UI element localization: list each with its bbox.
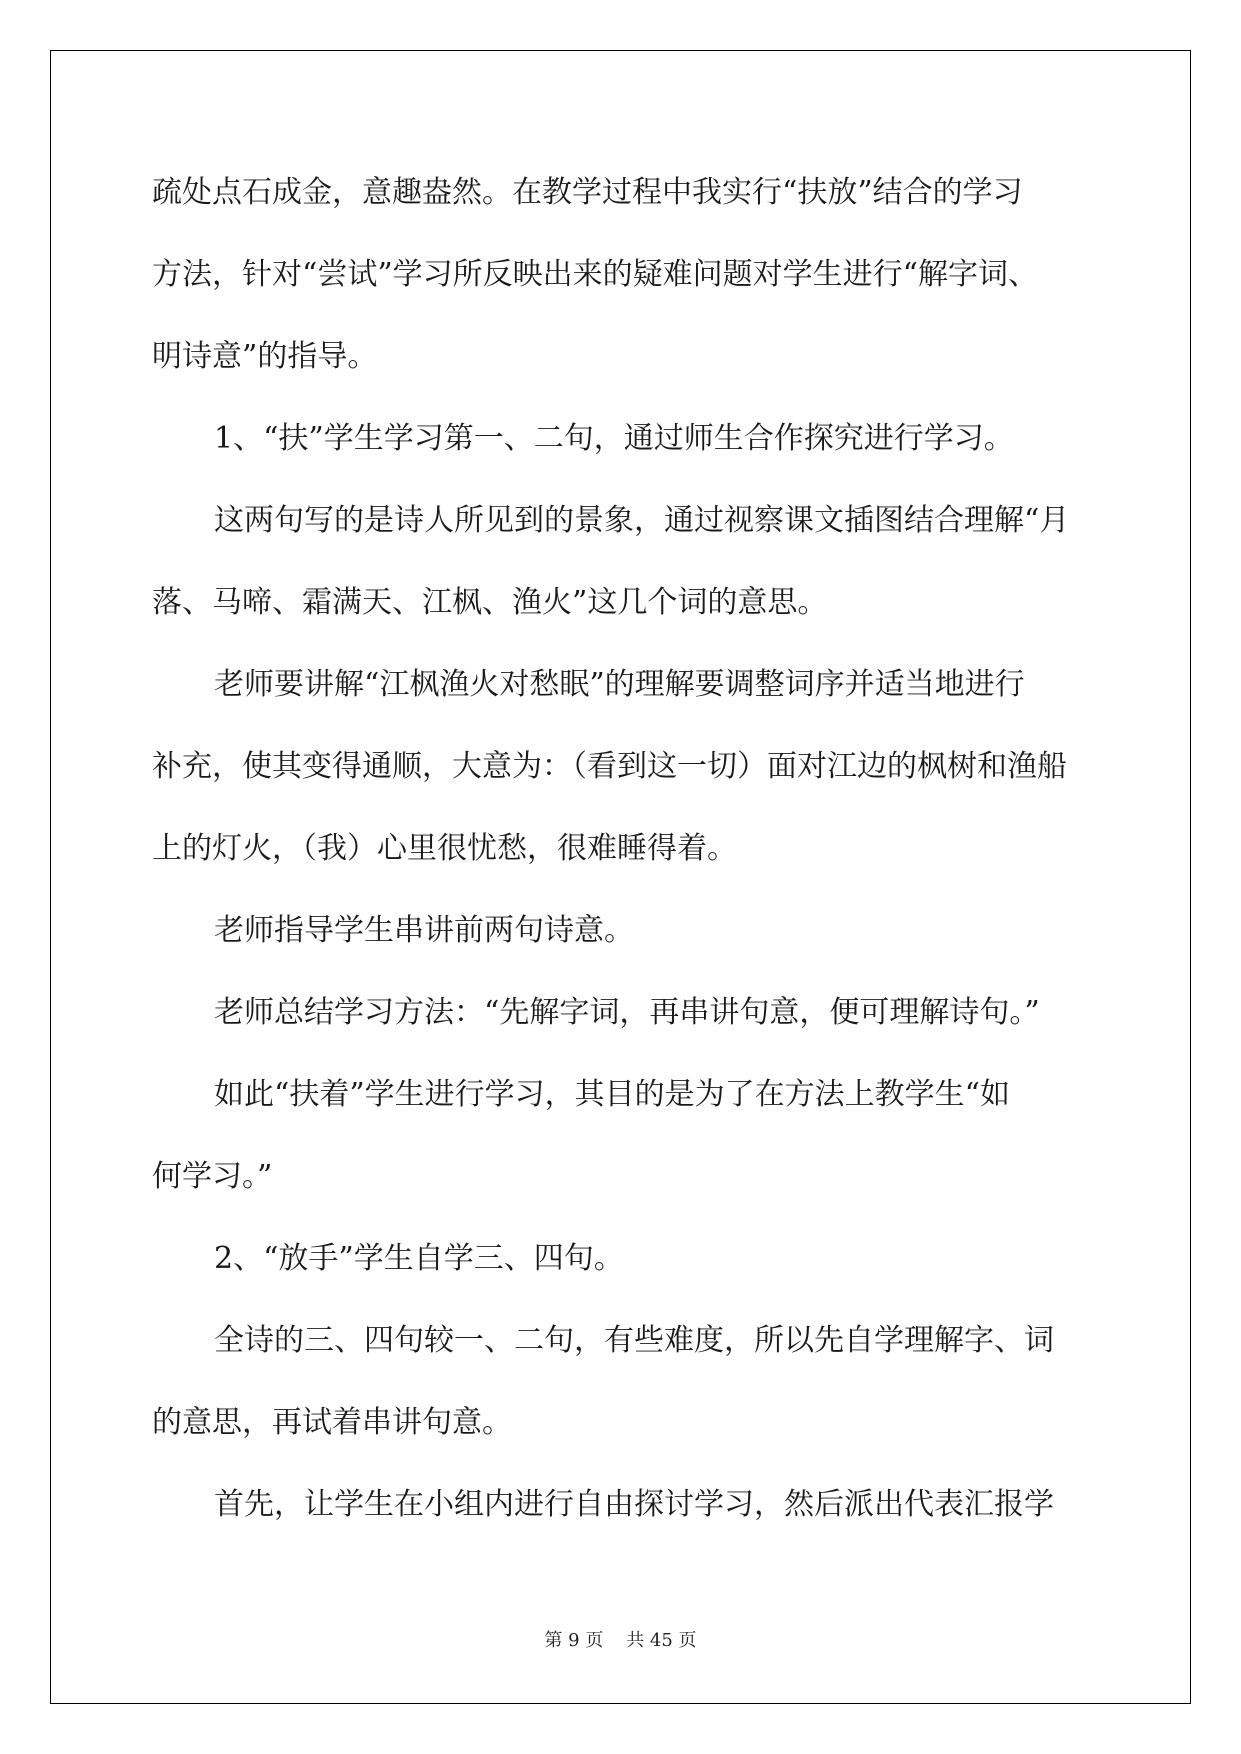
text-line: 2、“放手”学生自学三、四句。 bbox=[214, 1241, 624, 1276]
text-line: 这两句写的是诗人所见到的景象，通过视察课文插图结合理解“月 bbox=[214, 503, 1070, 538]
text-line: 何学习。” bbox=[152, 1159, 273, 1194]
text-line: 上的灯火，（我）心里很忧愁，很难睡得着。 bbox=[152, 831, 737, 866]
text-line: 方法，针对“尝试”学习所反映出来的疑难问题对学生进行“解字词、 bbox=[152, 257, 1039, 292]
document-body bbox=[152, 152, 1090, 1546]
text-line: 疏处点石成金，意趣盎然。在教学过程中我实行“扶放”结合的学习 bbox=[152, 175, 1023, 210]
text-line: 的意思，再试着串讲句意。 bbox=[152, 1405, 512, 1440]
text-line: 老师指导学生串讲前两句诗意。 bbox=[214, 913, 634, 948]
text-line: 老师总结学习方法：“先解字词，再串讲句意，便可理解诗句。” bbox=[214, 995, 1040, 1030]
text-line: 落、马啼、霜满天、江枫、渔火”这几个词的意思。 bbox=[152, 585, 828, 620]
text-line: 首先，让学生在小组内进行自由探讨学习，然后派出代表汇报学 bbox=[214, 1487, 1054, 1522]
text-line: 补充，使其变得通顺，大意为：（看到这一切）面对江边的枫树和渔船 bbox=[152, 749, 1067, 784]
text-line: 全诗的三、四句较一、二句，有些难度，所以先自学理解字、词 bbox=[214, 1323, 1054, 1358]
text-line: 如此“扶着”学生进行学习，其目的是为了在方法上教学生“如 bbox=[214, 1077, 1011, 1112]
text-line: 明诗意”的指导。 bbox=[152, 339, 378, 374]
page-number-footer: 第 9 页 共 45 页 bbox=[544, 1630, 697, 1651]
text-line: 老师要讲解“江枫渔火对愁眠”的理解要调整词序并适当地进行 bbox=[214, 667, 1025, 702]
text-line: 1、“扶”学生学习第一、二句，通过师生合作探究进行学习。 bbox=[214, 421, 1014, 456]
